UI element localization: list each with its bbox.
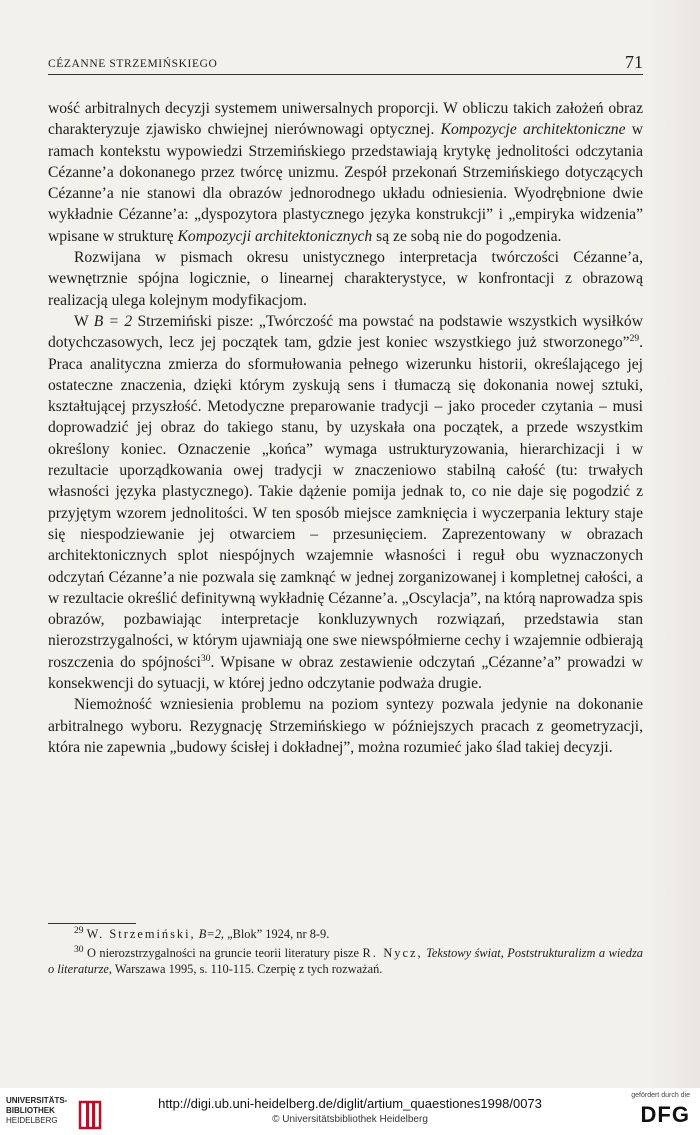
copyright-notice: © Universitätsbibliothek Heidelberg (272, 1114, 428, 1125)
text-span: . Praca analityczna zmierza do sformułowania pełnego wizerunku historii, określającego jej ostateczne znaczenia, dzięki którym zyskują sens i tłumaczą się dokonania nowej sztuki, kształtującej przyszłość. Metodyczne preparowanie tradycji – jako proceder czytania – musi doprowadzić jej obraz do takiego stanu, by uzyskała ona początek, a przede wszystkim określony koniec. Oznaczenie „końca” wymaga ustrukturyzowania, hierarchizacji i w rezultacie uporządkowania owej tradycji w znaczeniowo stabilną całość (tu: trwałych własności języka plastycznego). Takie dążenie pomija jednak to, co nie daje się pogodzić z przyjętym wzorem jednolitości. W ten sposób miejsce zamknięcia i wyczerpania lektury staje się niespodziewanie jej otwarciem – przesunięciem. Zaprezentowany w obrazach architektonicznych splot niespójnych wzajemnie własności i reguł obu wyznaczonych odczytań Cézanne’a nie pozwala się zamknąć w jednej zorganizowanej i kompletnej całości, a w rezultacie określić definitywną wykładnię Cézanne’a. „Oscylacja”, na którą naprowadza spis obrazów, pozbawiając interpretacje konkluzywnych rozwiązań, przedstawia stan nierozstrzygalności, w którym ujawniają one swe niewspółmierne cechy i wzajemnie odbierają roszczenia do spójności (48, 334, 643, 671)
paragraph-1 (48, 98, 643, 247)
running-title: CÉZANNE STRZEMIŃSKIEGO (48, 58, 218, 70)
paragraph-2: Rozwijana w pismach okresu unistycznego interpretacja twórczości Cézanne’a, wewnętrznie spójna logicznie, o linearnej charakterystyce, w konfrontacji z obrazową realizacją ulega kolejnym modyfikacjom. (48, 249, 643, 309)
text-span: są ze sobą nie do pogodzenia. (372, 227, 562, 245)
italic-title: Tekstowy świat, Poststrukturalizm a wiedza o literaturze (48, 945, 643, 976)
footnote-ref[interactable]: 30 (200, 653, 211, 664)
footnotes (48, 927, 643, 980)
text-span: O nierozstrzygalności na gruncie teorii literatury pisze (83, 945, 363, 960)
text-span: Strzemiński pisze: „Twórczość ma powstać na podstawie wszystkich wysiłków dotychczasowych, lecz jej początek tam, gdzie jest koniec wszystkiego już stworzonego” (48, 312, 643, 352)
viewer-footer (0, 1088, 700, 1135)
italic-title: Kompozycje architektoniczne (440, 121, 626, 139)
text-span: . Wpisane w obraz zestawienie odczytań „Cézanne’a” prowadzi w konsekwencji do sytuacji, w której jedno odczytanie podważa drugie. (48, 653, 643, 693)
footnote-30 (48, 946, 643, 978)
dfg-logo: DFG (640, 1102, 690, 1127)
funding-badge[interactable] (610, 1092, 690, 1132)
text-span: , Warszawa 1995, s. 110-115. Czerpię z tych rozważań. (108, 961, 383, 976)
footnote-author: W. Strzemiński, (86, 927, 196, 941)
text-span: , „Blok” 1924, nr 8-9. (220, 927, 330, 941)
paragraph-3 (48, 311, 643, 694)
italic-title: B=2 (198, 927, 221, 941)
page-number: 71 (625, 52, 643, 72)
funding-caption: gefördert durch die (631, 1092, 690, 1099)
footnote-29 (48, 927, 643, 943)
body-text (48, 98, 643, 758)
library-name-line: UNIVERSITÄTS- (6, 1096, 68, 1105)
text-span: W (74, 312, 94, 330)
footnote-ref[interactable]: 29 (629, 334, 640, 345)
paragraph-4: Niemożność wzniesienia problemu na poziom syntezy pozwala jedynie na dokonanie arbitralnego wyboru. Rezygnację Strzemińskiego w późniejszych pracach z geometryzacji, która nie zapewnia „budowy ścisłej i dokładnej”, można rozumieć jako ślad takiej decyzji. (48, 696, 643, 756)
footnote-author: R. Nycz, (362, 945, 423, 960)
permalink-url[interactable]: http://digi.ub.uni-heidelberg.de/diglit/artium_quaestiones1998/0073 (158, 1096, 542, 1111)
footnote-number: 30 (74, 944, 84, 955)
library-name-line: BIBLIOTHEK (6, 1106, 55, 1115)
page-edge-shadow (648, 0, 700, 1088)
library-name-line: HEIDELBERG (6, 1116, 58, 1125)
italic-title: B = 2 (93, 312, 133, 330)
running-head (48, 52, 643, 75)
footnote-rule (48, 923, 136, 924)
text-span: w ramach kontekstu wypowiedzi Strzemińskiego przedstawiają krytykę jednolitości odczytania Cézanne’a dokonanego przez twórcę unizmu. Zespół przekonań Strzemińskiego dotyczących Cézanne’a nie stanowi dla obrazów jednorodnego układu odniesienia. Wyodrębnione dwie wykładnie Cézanne’a: „dyspozytora plastycznego języka konstrukcji” i „empiryka widzenia” wpisane w strukturę (48, 121, 643, 245)
footnote-number: 29 (74, 925, 84, 936)
header-rule (48, 74, 643, 75)
text-span: wość arbitralnych decyzji systemem uniwersalnych proporcji. W obliczu takich założeń obraz charakteryzuje zjawisko chwiejnej nierównowagi optycznej. (48, 100, 643, 139)
italic-title: Kompozycji architektonicznych (177, 227, 373, 245)
